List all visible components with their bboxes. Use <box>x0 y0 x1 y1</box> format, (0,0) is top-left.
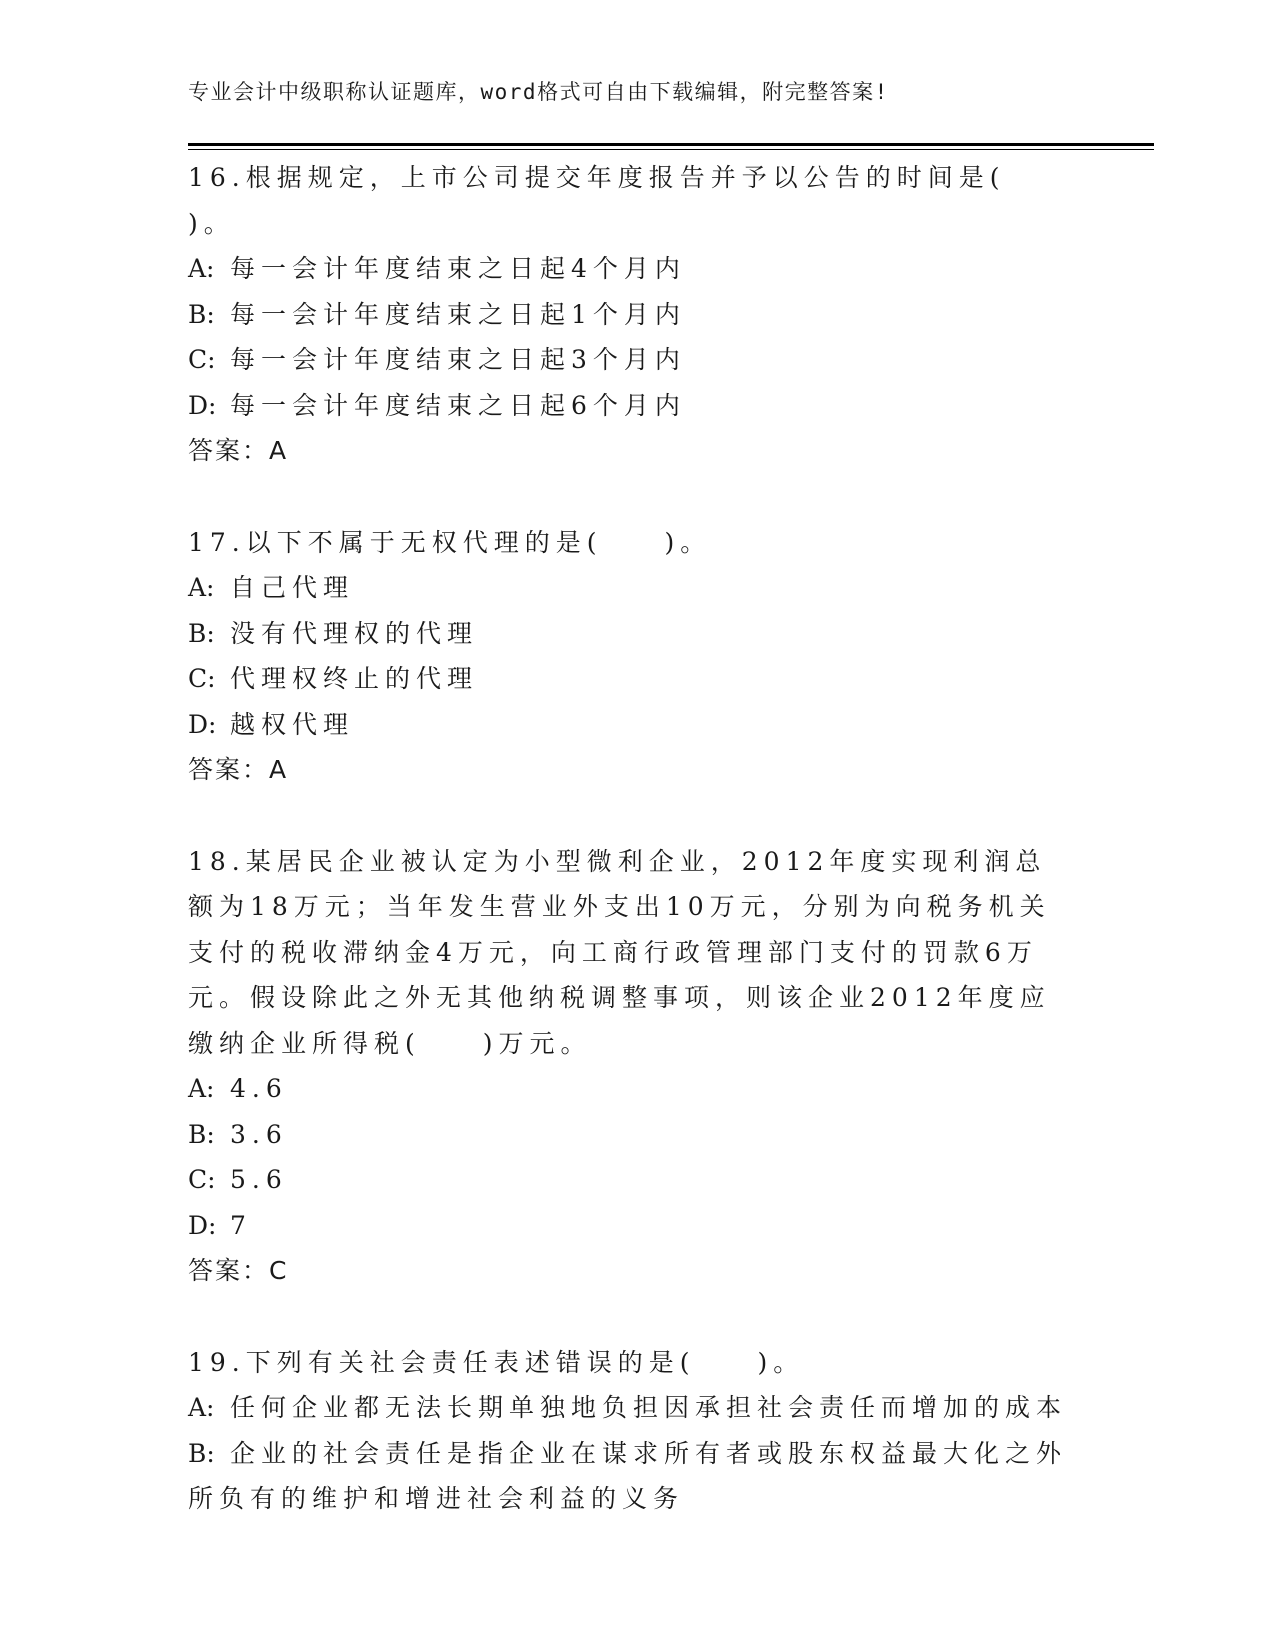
option-c <box>188 337 1068 383</box>
option-c <box>188 1157 1068 1203</box>
option-text: 任何企业都无法长期单独地负担因承担社会责任而增加的成本 <box>230 1393 1068 1422</box>
option-key: A: <box>188 254 215 283</box>
option-key: C: <box>188 1165 216 1194</box>
option-a <box>188 1385 1068 1431</box>
option-d <box>188 383 1068 429</box>
question-16 <box>188 155 1068 474</box>
option-text: 每一会计年度结束之日起6个月内 <box>230 390 686 420</box>
option-key: C: <box>188 664 216 693</box>
option-text: 每一会计年度结束之日起3个月内 <box>230 345 686 374</box>
option-key: A: <box>188 1393 215 1422</box>
option-text: 7 <box>230 1210 252 1240</box>
option-a <box>188 565 1068 611</box>
option-text: 每一会计年度结束之日起4个月内 <box>230 254 686 283</box>
option-key: B: <box>188 618 215 648</box>
option-key: B: <box>188 1438 215 1468</box>
option-text: 5.6 <box>230 1165 288 1194</box>
option-text: 越权代理 <box>230 709 355 739</box>
option-key: D: <box>188 1210 217 1240</box>
option-b <box>188 1431 1068 1522</box>
answer-line: 答案：C <box>188 1256 289 1285</box>
option-text: 3.6 <box>230 1119 288 1149</box>
question-17 <box>188 520 1068 793</box>
option-a <box>188 246 1068 292</box>
option-key: C: <box>188 345 216 374</box>
question-stem: 18.某居民企业被认定为小型微利企业，2012年度实现利润总额为18万元；当年发生营业外支出10万元，分别为向税务机关支付的税收滞纳金4万元，向工商行政管理部门支付的罚款6万元。假设除此之外无其他纳税调整事项，则该企业2012年度应缴纳企业所得税( )万元。 <box>188 846 1051 1058</box>
option-text: 自己代理 <box>230 573 355 602</box>
question-stem: 17.以下不属于无权代理的是( )。 <box>188 527 712 557</box>
question-18 <box>188 839 1068 1294</box>
option-d <box>188 1203 1068 1249</box>
page-header: 专业会计中级职称认证题库，word格式可自由下载编辑，附完整答案! <box>188 80 889 104</box>
header-rule-thick <box>188 143 1154 146</box>
option-key: B: <box>188 1119 215 1149</box>
option-key: A: <box>188 573 215 602</box>
option-text: 企业的社会责任是指企业在谋求所有者或股东权益最大化之外所负有的维护和增进社会利益的义务 <box>188 1438 1068 1513</box>
header-rule-thin <box>188 149 1154 150</box>
answer-line: 答案：A <box>188 436 289 465</box>
option-c <box>188 656 1068 702</box>
option-key: D: <box>188 390 217 420</box>
option-key: A: <box>188 1074 215 1103</box>
question-stem: 19.下列有关社会责任表述错误的是( )。 <box>188 1347 805 1377</box>
option-b <box>188 292 1068 338</box>
option-d <box>188 702 1068 748</box>
option-key: B: <box>188 299 215 329</box>
option-text: 没有代理权的代理 <box>230 618 479 648</box>
option-text: 每一会计年度结束之日起1个月内 <box>230 299 686 329</box>
option-b <box>188 611 1068 657</box>
option-key: D: <box>188 709 217 739</box>
option-a <box>188 1066 1068 1112</box>
question-stem: 16.根据规定，上市公司提交年度报告并予以公告的时间是( )。 <box>188 163 1068 238</box>
question-19 <box>188 1340 1068 1522</box>
answer-line: 答案：A <box>188 755 289 784</box>
question-list <box>188 155 1068 1568</box>
option-text: 4.6 <box>230 1074 288 1103</box>
option-text: 代理权终止的代理 <box>230 664 479 693</box>
option-b <box>188 1112 1068 1158</box>
